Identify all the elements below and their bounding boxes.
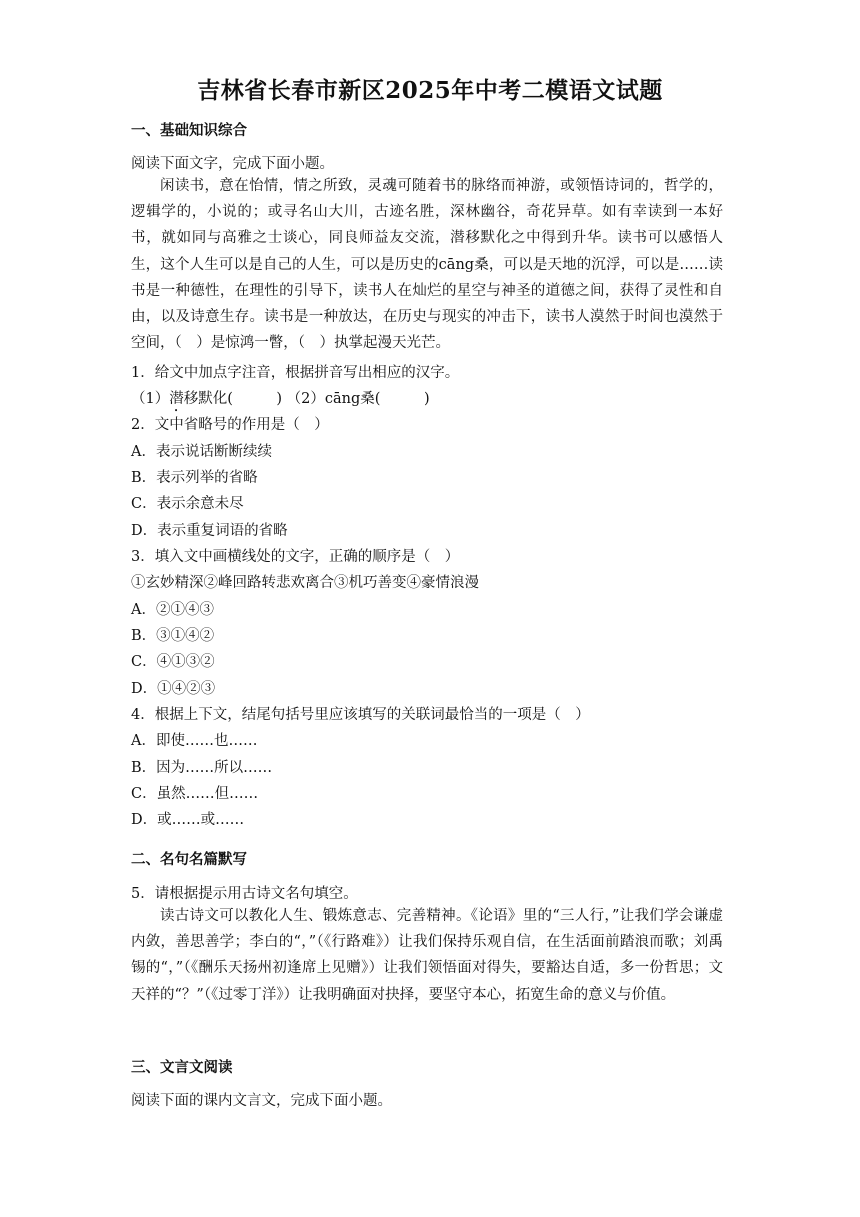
- q1-dotted-character: 潜: [169, 391, 184, 407]
- question-4-option-b: B．因为……所以……: [131, 760, 273, 776]
- section-3-heading: 三、文言文阅读: [131, 1059, 233, 1076]
- q1-part1-rest: 移默化( ): [183, 391, 283, 407]
- question-4-option-d: D．或……或……: [131, 812, 245, 828]
- section-1-heading: 一、基础知识综合: [131, 122, 247, 139]
- section-2-passage: 读古诗文可以教化人生、锻炼意志、完善精神。《论语》里的“三人行，”让我们学会谦虚内敛，善思善学；李白的“，”（《行路难》）让我们保持乐观自信，在生活面前踏浪而歌；刘禹锡的“，”（《酬乐天扬州初逢席上见赠》）让我们领悟面对得失，要豁达自适，多一份哲思；文天祥的“？”（《过零丁洋》）让我明确面对抉择，要坚守本心，拓宽生命的意义与价值。: [131, 908, 723, 1003]
- question-2-option-c: C．表示余意未尽: [131, 496, 244, 512]
- question-3-items: ①玄妙精深②峰回路转悲欢离合③机巧善变④豪情浪漫: [131, 575, 479, 591]
- question-4-option-c: C．虽然……但……: [131, 786, 259, 802]
- q1-part2: （2）cāng桑( ): [286, 391, 430, 407]
- question-1-parts: [131, 387, 430, 415]
- page-title: 吉林省长春市新区2025年中考二模语文试题: [197, 77, 663, 104]
- question-3-stem: 3．填入文中画横线处的文字，正确的顺序是（ ）: [131, 549, 460, 565]
- section-2-heading: 二、名句名篇默写: [131, 851, 247, 868]
- question-3-option-d: D．①④②③: [131, 681, 216, 697]
- section-3-intro: 阅读下面的课内文言文，完成下面小题。: [131, 1093, 392, 1109]
- question-5-stem: 5．请根据提示用古诗文名句填空。: [131, 886, 358, 902]
- question-1-stem: 1．给文中加点字注音，根据拼音写出相应的汉字。: [131, 365, 460, 381]
- section-1-passage: 闲读书，意在怡情，情之所致，灵魂可随着书的脉络而神游，或领悟诗词的，哲学的，逻辑学的，小说的；或寻名山大川，古迹名胜，深林幽谷，奇花异草。如有幸读到一本好书，就如同与高雅之士谈心，同良师益友交流，潜移默化之中得到升华。读书可以感悟人生，这个人生可以是自己的人生，可以是历史的cāng桑，可以是天地的沉浮，可以是……读书是一种德性，在理性的引导下，读书人在灿烂的星空与神圣的道德之间，获得了灵性和自由，以及诗意生存。读书是一种放达，在历史与现实的冲击下，读书人漠然于时间也漠然于空间，（ ）是惊鸿一瞥，（ ）执掌起漫天光芒。: [131, 178, 723, 352]
- question-2-option-b: B．表示列举的省略: [131, 470, 258, 486]
- question-3-option-c: C．④①③②: [131, 654, 215, 670]
- question-4-option-a: A．即使……也……: [131, 733, 258, 749]
- question-3-option-a: A．②①④③: [131, 602, 214, 618]
- question-3-option-b: B．③①④②: [131, 628, 215, 644]
- question-2-stem: 2．文中省略号的作用是（ ）: [131, 417, 329, 433]
- q1-part1-prefix: （1）: [131, 391, 170, 407]
- question-4-stem: 4．根据上下文，结尾句括号里应该填写的关联词最恰当的一项是（ ）: [131, 707, 590, 723]
- question-2-option-a: A．表示说话断断续续: [131, 444, 272, 460]
- section-1-intro: 阅读下面文字，完成下面小题。: [131, 156, 334, 172]
- question-2-option-d: D．表示重复词语的省略: [131, 523, 288, 539]
